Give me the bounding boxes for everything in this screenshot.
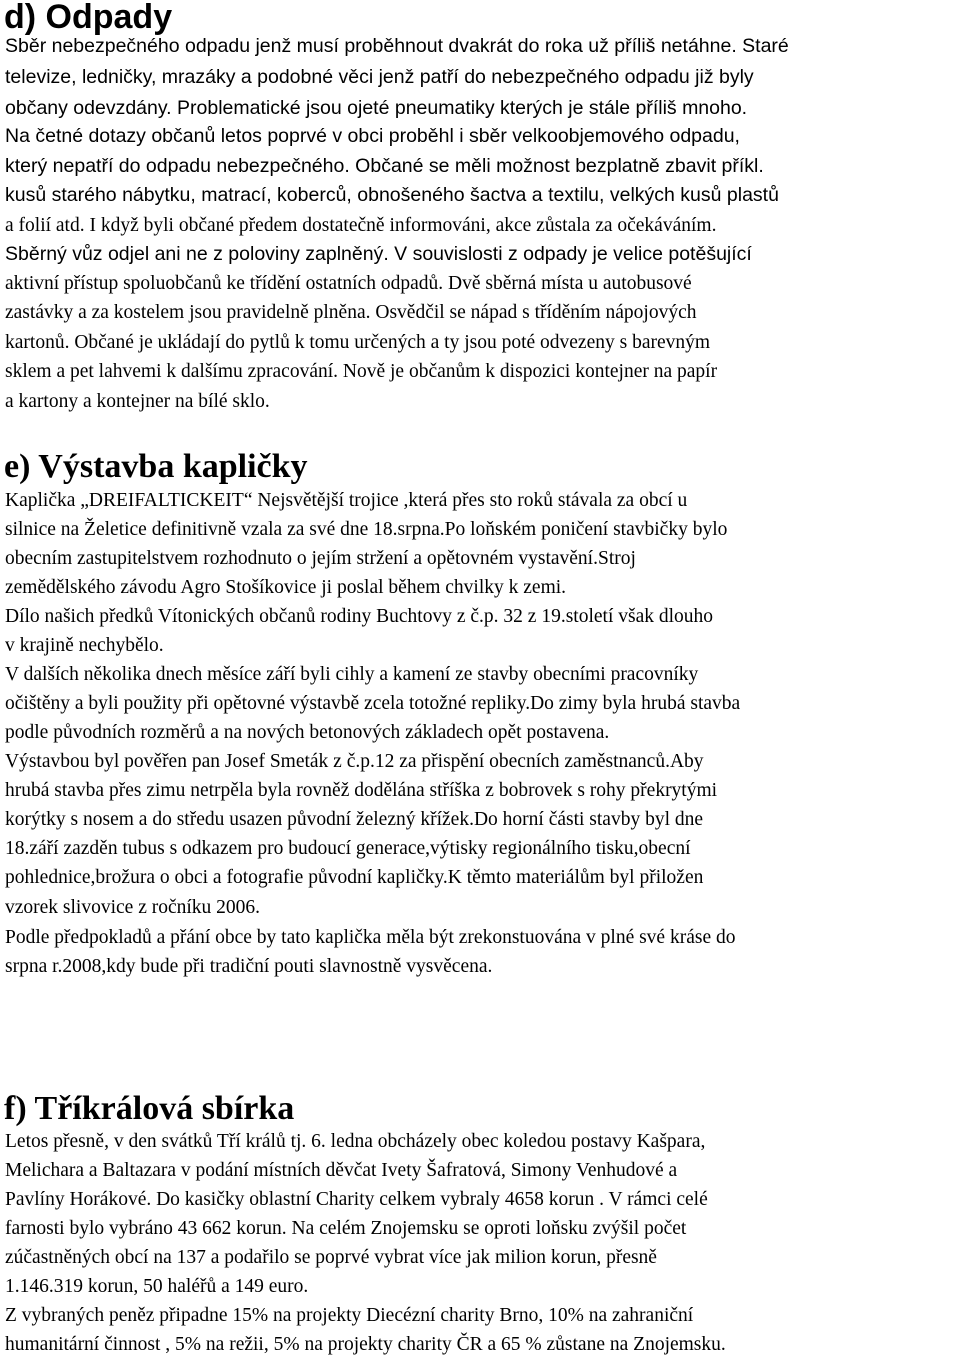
section-heading-trikralova-sbirka: f) Tříkrálová sbírka (4, 1090, 295, 1127)
paragraph-line: aktivní přístup spoluobčanů ke třídění ostatních odpadů. Dvě sběrná místa u autobusové (5, 273, 692, 294)
section-heading-odpady: d) Odpady (4, 0, 173, 36)
paragraph-line: Pavlíny Horákové. Do kasičky oblastní Charity celkem vybraly 4658 korun . V rámci celé (5, 1189, 708, 1210)
paragraph-line: 1.146.319 korun, 50 haléřů a 149 euro. (5, 1276, 309, 1297)
paragraph-line: Sběrný vůz odjel ani ne z poloviny zaplněný. V souvislosti z odpady je velice potěšující (5, 243, 752, 265)
paragraph-line: pohlednice,brožura o obci a fotografie původní kapličky.K těmto materiálům byl přiložen (5, 867, 704, 888)
paragraph-line: Sběr nebezpečného odpadu jenž musí proběhnout dvakrát do roka už příliš netáhne. Staré (5, 35, 789, 57)
paragraph-line: Výstavbou byl pověřen pan Josef Smeták z č.p.12 za přispění obecních zaměstnanců.Aby (5, 751, 704, 772)
paragraph-line: očištěny a byli použity při opětovné výstavbě zcela totožné repliky.Do zimy byla hrubá stavba (5, 693, 741, 714)
paragraph-line: občany odevzdány. Problematické jsou ojeté pneumatiky kterých je stále příliš mnoho. (5, 97, 748, 119)
paragraph-line: kartonů. Občané je ukládají do pytlů k tomu určených a ty jsou poté odvezeny s barevným (5, 332, 711, 353)
paragraph-line: a folií atd. I když byli občané předem dostatečně informováni, akce zůstala za očekáváním. (5, 215, 717, 236)
paragraph-line: kusů starého nábytku, matrací, koberců, obnošeného šactva a textilu, velkých kusů plastů (5, 184, 779, 206)
paragraph-line: obecním zastupitelstvem rozhodnuto o jejím stržení a opětovném vystavění.Stroj (5, 548, 636, 569)
paragraph-line: farnosti bylo vybráno 43 662 korun. Na celém Znojemsku se oproti loňsku zvýšil počet (5, 1218, 687, 1239)
paragraph-line: sklem a pet lahvemi k dalšímu zpracování. Nově je občanům k dispozici kontejner na papír (5, 361, 718, 382)
paragraph-line: Na četné dotazy občanů letos poprvé v obci proběhl i sběr velkoobjemového odpadu, (5, 125, 740, 147)
paragraph-line: zastávky a za kostelem jsou pravidelně plněna. Osvědčil se nápad s tříděním nápojových (5, 302, 697, 323)
paragraph-line: hrubá stavba přes zimu netrpěla byla rovněž dodělána stříška z bobrovek s rohy překrytými (5, 780, 718, 801)
paragraph-line: 18.září zazděn tubus s odkazem pro budoucí generace,výtisky regionálního tisku,obecní (5, 838, 691, 859)
paragraph-line: srpna r.2008,kdy bude při tradiční pouti slavnostně vysvěcena. (5, 956, 493, 977)
paragraph-line: Dílo našich předků Vítonických občanů rodiny Buchtovy z č.p. 32 z 19.století však dlouho (5, 606, 714, 627)
paragraph-line: televize, ledničky, mrazáky a podobné věci jenž patří do nebezpečného odpadu již byly (5, 66, 754, 88)
paragraph-line: zúčastněných obcí na 137 a podařilo se poprvé vybrat více jak milion korun, přesně (5, 1247, 657, 1268)
paragraph-line: Podle předpokladů a přání obce by tato kaplička měla být zrekonstuována v plné své kráse do (5, 927, 736, 948)
paragraph-line: V dalších několika dnech měsíce září byli cihly a kamení ze stavby obecními pracovníky (5, 664, 699, 685)
paragraph-line: Letos přesně, v den svátků Tří králů tj. 6. ledna obcházely obec koledou postavy Kašpara, (5, 1131, 706, 1152)
paragraph-line: Melichara a Baltazara v podání místních děvčat Ivety Šafratová, Simony Venhudové a (5, 1160, 678, 1181)
paragraph-line: zemědělského závodu Agro Stošíkovice ji poslal během chvilky k zemi. (5, 577, 567, 598)
paragraph-line: Z vybraných peněz připadne 15% na projekty Diecézní charity Brno, 10% na zahraniční (5, 1305, 694, 1326)
paragraph-line: silnice na Želetice definitivně vzala za své dne 18.srpna.Po loňském poničení stavbičky bylo (5, 519, 728, 540)
section-heading-vystavba-kaplicky: e) Výstavba kapličky (4, 448, 308, 485)
paragraph-line: a kartony a kontejner na bílé sklo. (5, 391, 270, 412)
paragraph-line: korýtky s nosem a do středu usazen původní železný křížek.Do horní části stavby byl dne (5, 809, 704, 830)
paragraph-line: Kaplička „DREIFALTICKEIT“ Nejsvětější trojice ,která přes sto roků stávala za obcí u (5, 490, 688, 511)
paragraph-line: v krajině nechybělo. (5, 635, 164, 656)
paragraph-line: humanitární činnost , 5% na režii, 5% na projekty charity ČR a 65 % zůstane na Znojemsku. (5, 1334, 726, 1355)
paragraph-line: který nepatří do odpadu nebezpečného. Občané se měli možnost bezplatně zbavit příkl. (5, 155, 764, 177)
paragraph-line: podle původních rozměrů a na nových betonových základech opět postavena. (5, 722, 610, 743)
paragraph-line: vzorek slivovice z ročníku 2006. (5, 897, 261, 918)
